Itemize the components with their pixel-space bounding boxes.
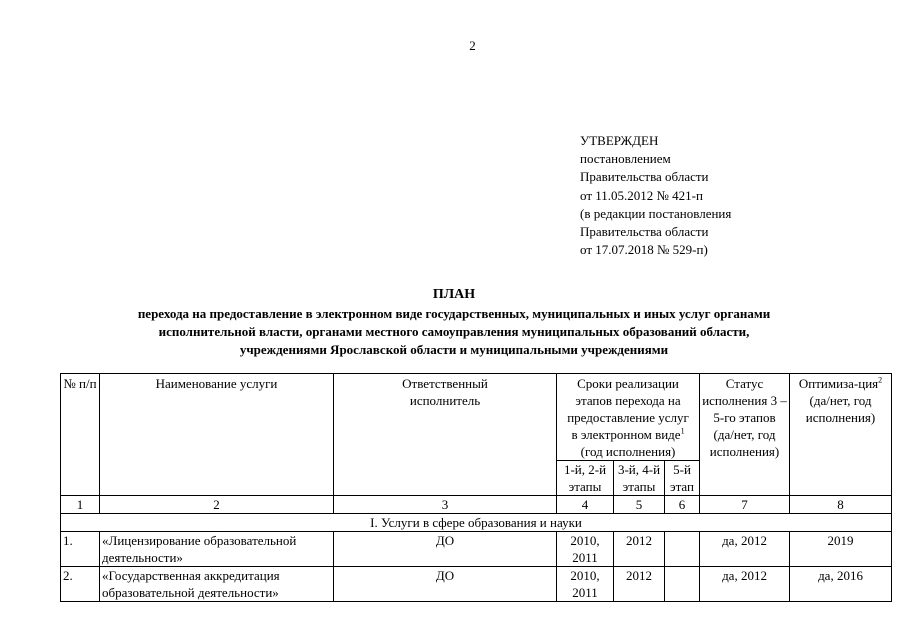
approval-line: от 17.07.2018 № 529-п) bbox=[580, 242, 708, 258]
row-num: 2. bbox=[61, 567, 100, 602]
section-title: I. Услуги в сфере образования и науки bbox=[61, 514, 892, 532]
header-executor bbox=[334, 374, 557, 496]
approval-line: Правительства области bbox=[580, 169, 709, 185]
footnote-1-mark: 1 bbox=[680, 426, 685, 436]
header-terms bbox=[557, 374, 700, 461]
column-number: 4 bbox=[557, 496, 614, 514]
row-status: да, 2012 bbox=[700, 532, 790, 567]
row-stage-3-4: 2012 bbox=[614, 532, 665, 567]
column-number: 3 bbox=[334, 496, 557, 514]
approval-line: (в редакции постановления bbox=[580, 205, 732, 221]
column-number: 8 bbox=[790, 496, 892, 514]
plan-table bbox=[60, 373, 892, 602]
header-optimization bbox=[790, 374, 892, 496]
header-num-label: № п/п bbox=[63, 376, 97, 391]
header-service bbox=[100, 374, 334, 496]
approval-line: Правительства области bbox=[580, 224, 709, 240]
row-service: «Лицензирование образовательной деятельности» bbox=[100, 532, 334, 567]
row-optimization: да, 2016 bbox=[790, 567, 892, 602]
column-number: 5 bbox=[614, 496, 665, 514]
title-line: учреждениями Ярославской области и муниципальными учреждениями bbox=[239, 342, 669, 357]
header-executor-label: Ответственный исполнитель bbox=[402, 376, 488, 408]
row-stage-3-4: 2012 bbox=[614, 567, 665, 602]
approval-line: УТВЕРЖДЕН bbox=[580, 133, 659, 148]
header-optimization-suffix: (да/нет, год исполнения) bbox=[805, 393, 876, 425]
table-row bbox=[61, 567, 892, 602]
header-terms-suffix: (год исполнения) bbox=[580, 444, 676, 459]
column-number-row bbox=[61, 496, 892, 514]
header-status bbox=[700, 374, 790, 496]
row-service: «Государственная аккредитация образовательной деятельности» bbox=[100, 567, 334, 602]
header-stage-5: 5-й этап bbox=[665, 461, 700, 496]
row-stage-1-2: 2010, 2011 bbox=[557, 567, 614, 602]
row-stage-5 bbox=[665, 532, 700, 567]
table-row bbox=[61, 532, 892, 567]
header-terms-label: Сроки реализации этапов перехода на предоставление услуг в электронном виде bbox=[567, 376, 689, 442]
header-service-label: Наименование услуги bbox=[155, 376, 278, 391]
column-number: 1 bbox=[61, 496, 100, 514]
approval-line: от 11.05.2012 № 421-п bbox=[580, 187, 703, 203]
header-num bbox=[61, 374, 100, 496]
column-number: 2 bbox=[100, 496, 334, 514]
section-row bbox=[61, 514, 892, 532]
header-stage-1-2: 1-й, 2-й этапы bbox=[557, 461, 614, 496]
approval-stamp bbox=[580, 132, 731, 259]
row-num: 1. bbox=[61, 532, 100, 567]
header-row bbox=[61, 374, 892, 461]
row-stage-1-2: 2010, 2011 bbox=[557, 532, 614, 567]
title-line: исполнительной власти, органами местного самоуправления муниципальных образований области, bbox=[158, 324, 750, 339]
row-executor: ДО bbox=[334, 567, 557, 602]
footnote-2-mark: 2 bbox=[878, 375, 883, 385]
approval-line: постановлением bbox=[580, 151, 671, 167]
column-number: 6 bbox=[665, 496, 700, 514]
document-title bbox=[60, 286, 848, 359]
header-optimization-label: Оптимиза-ция bbox=[798, 376, 879, 391]
title-line: перехода на предоставление в электронном виде государственных, муниципальных и иных услуг органами bbox=[137, 306, 771, 321]
title-main: ПЛАН bbox=[432, 287, 476, 302]
row-status: да, 2012 bbox=[700, 567, 790, 602]
row-stage-5 bbox=[665, 567, 700, 602]
header-status-label: Статус исполнения 3 – 5-го этапов (да/нет, год исполнения) bbox=[702, 376, 787, 459]
page-number: 2 bbox=[469, 38, 476, 53]
header-stage-3-4: 3-й, 4-й этапы bbox=[614, 461, 665, 496]
column-number: 7 bbox=[700, 496, 790, 514]
row-executor: ДО bbox=[334, 532, 557, 567]
row-optimization: 2019 bbox=[790, 532, 892, 567]
